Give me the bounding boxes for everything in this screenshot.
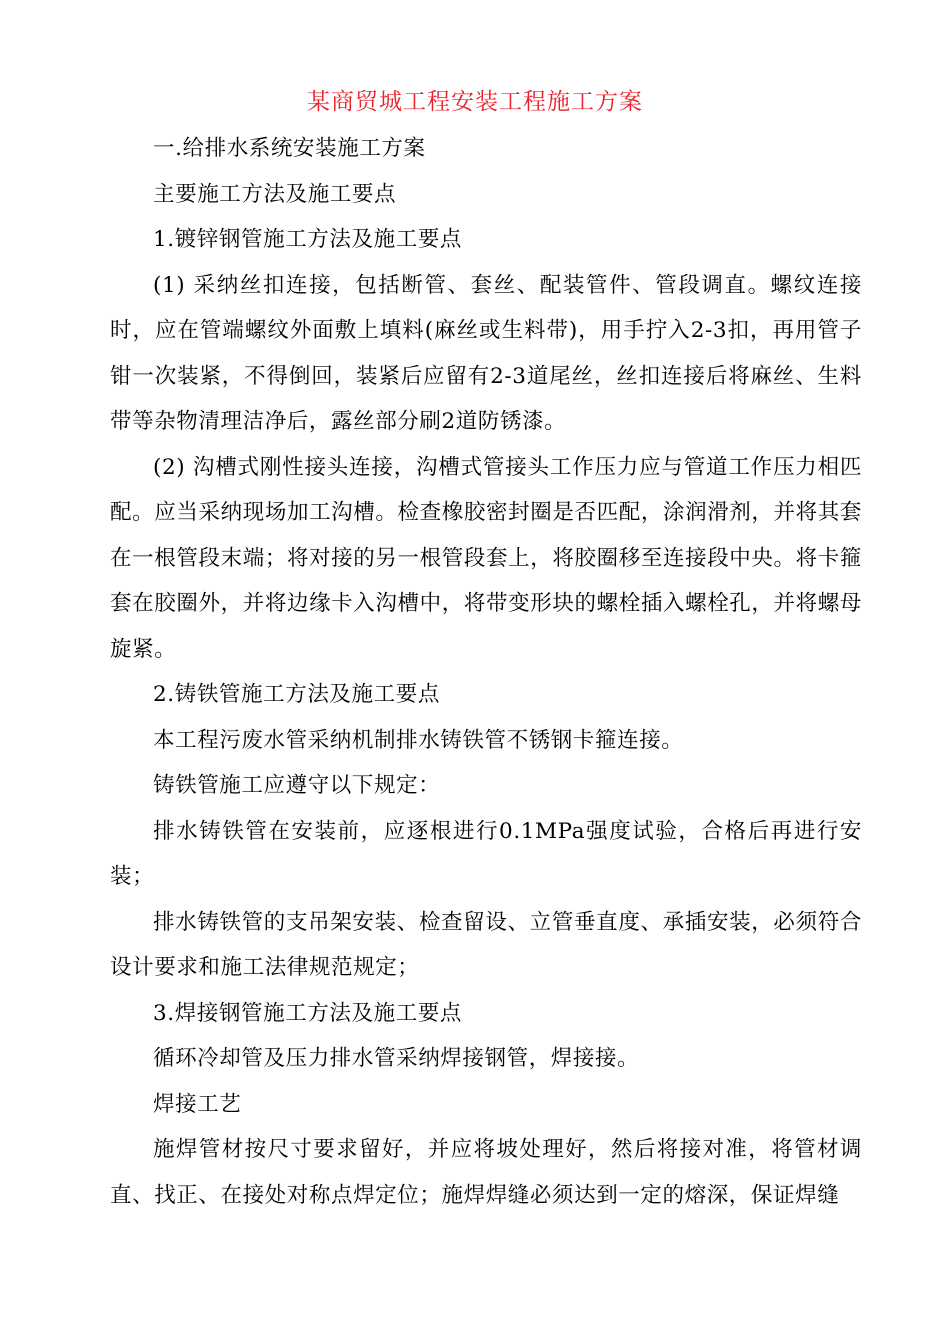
subheading-cast-iron-pipe: 2.铸铁管施工方法及施工要点 xyxy=(153,682,440,707)
subheading-galvanized-pipe: 1.镀锌钢管施工方法及施工要点 xyxy=(153,227,463,252)
subheading-main-methods: 主要施工方法及施工要点 xyxy=(153,181,397,207)
paragraph-strength-test: 排水铸铁管在安装前，应逐根进行0.1MPa强度试验，合格后再进行安装； xyxy=(110,818,862,889)
document-body xyxy=(110,126,862,1218)
paragraph-cast-iron-rules: 铸铁管施工应遵守以下规定： xyxy=(153,773,441,798)
subheading-welding-process: 焊接工艺 xyxy=(153,1091,242,1117)
paragraph-welded-pipe-usage: 循环冷却管及压力排水管采纳焊接钢管，焊接接。 xyxy=(153,1046,640,1071)
subheading-welded-pipe: 3.焊接钢管施工方法及施工要点 xyxy=(153,1000,463,1026)
paragraph-welding-details: 施焊管材按尺寸要求留好，并应将坡处理好，然后将接对准，将管材调直、找正、在接处对称点焊定位；施焊焊缝必须达到一定的熔深，保证焊缝 xyxy=(110,1137,862,1208)
paragraph-cast-iron-usage: 本工程污废水管采纳机制排水铸铁管不锈钢卡箍连接。 xyxy=(153,727,684,753)
paragraph-threaded-connection: (1) 采纳丝扣连接，包括断管、套丝、配装管件、管段调直。螺纹连接时，应在管端螺纹外面敷上填料(麻丝或生料带)，用手拧入2-3扣，再用管子钳一次装紧，不得倒回，装紧后应留有2-3道尾丝，丝扣连接后将麻丝、生料带等杂物清理洁净后，露丝部分刷2道防锈漆。 xyxy=(110,272,862,434)
paragraph-groove-connection: (2) 沟槽式刚性接头连接，沟槽式管接头工作压力应与管道工作压力相匹配。应当采纳现场加工沟槽。检查橡胶密封圈是否匹配，涂润滑剂，并将其套在一根管段末端；将对接的另一根管段套上，将胶圈移至连接段中央。将卡箍套在胶圈外，并将边缘卡入沟槽中，将带变形块的螺栓插入螺栓孔，并将螺母旋紧。 xyxy=(110,454,862,662)
section-heading-water-system: 一.给排水系统安装施工方案 xyxy=(153,136,426,161)
document-title: 某商贸城工程安装工程施工方案 xyxy=(307,89,643,115)
paragraph-support-installation: 排水铸铁管的支吊架安装、检查留设、立管垂直度、承插安装，必须符合设计要求和施工法律规范规定； xyxy=(110,909,862,980)
